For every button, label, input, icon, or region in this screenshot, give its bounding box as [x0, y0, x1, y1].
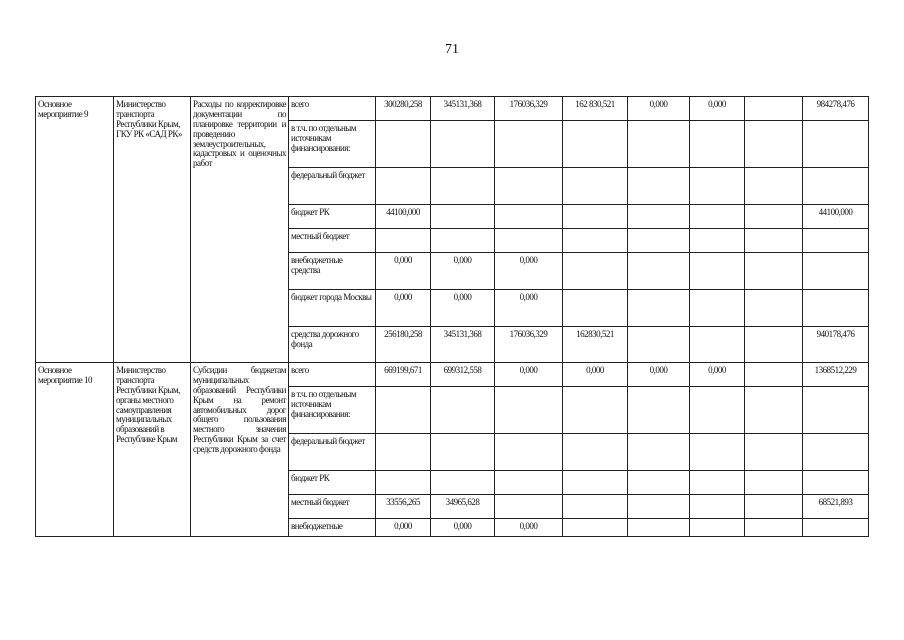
value-cell: 940178,476	[803, 327, 869, 363]
value-cell	[803, 253, 869, 290]
value-cell	[376, 121, 431, 168]
value-cell	[563, 229, 628, 253]
value-cell	[563, 121, 628, 168]
value-cell	[745, 387, 803, 434]
event-cell: Основное мероприятие 10	[36, 363, 114, 537]
source-label: федеральный бюджет	[289, 168, 376, 205]
value-cell: 669199,671	[376, 363, 431, 387]
source-label: в т.ч. по отдельным источникам финансирования:	[289, 387, 376, 434]
value-cell	[745, 363, 803, 387]
value-cell	[690, 519, 745, 537]
value-cell	[431, 205, 495, 229]
value-cell	[495, 387, 563, 434]
value-cell	[690, 434, 745, 471]
event-cell: Основное мероприятие 9	[36, 97, 114, 363]
value-cell	[628, 471, 690, 495]
value-cell	[431, 387, 495, 434]
value-cell: 44100,000	[376, 205, 431, 229]
value-cell: 984278,476	[803, 97, 869, 121]
value-cell	[803, 519, 869, 537]
value-cell	[628, 519, 690, 537]
value-cell: 699312,558	[431, 363, 495, 387]
value-cell	[431, 471, 495, 495]
value-cell: 0,000	[563, 363, 628, 387]
value-cell	[628, 229, 690, 253]
value-cell	[628, 495, 690, 519]
value-cell: 345131,368	[431, 97, 495, 121]
value-cell: 0,000	[376, 290, 431, 327]
source-label: бюджет города Москвы	[289, 290, 376, 327]
value-cell: 176036,329	[495, 327, 563, 363]
budget-table	[35, 96, 869, 537]
value-cell: 34965,628	[431, 495, 495, 519]
value-cell	[431, 121, 495, 168]
value-cell	[495, 121, 563, 168]
value-cell	[495, 495, 563, 519]
value-cell: 176036,329	[495, 97, 563, 121]
value-cell	[803, 121, 869, 168]
source-label: бюджет РК	[289, 205, 376, 229]
value-cell	[745, 495, 803, 519]
value-cell	[690, 327, 745, 363]
source-label: в т.ч. по отдельным источникам финансирования:	[289, 121, 376, 168]
table-row	[36, 363, 869, 387]
value-cell	[628, 253, 690, 290]
value-cell	[563, 253, 628, 290]
value-cell	[628, 387, 690, 434]
source-label: местный бюджет	[289, 495, 376, 519]
value-cell	[745, 519, 803, 537]
value-cell	[745, 471, 803, 495]
executor-cell: Министерство транспорта Республики Крым, органы местного самоуправления муниципальных образований в Республике Крым	[114, 363, 191, 537]
value-cell	[690, 205, 745, 229]
value-cell	[803, 229, 869, 253]
value-cell	[690, 229, 745, 253]
value-cell: 256180,258	[376, 327, 431, 363]
value-cell	[563, 434, 628, 471]
value-cell: 162830,521	[563, 327, 628, 363]
value-cell: 0,000	[628, 363, 690, 387]
description-cell: Расходы по корректировке документации по планировке территории и проведению землеустроительных, кадастровых и оценочных работ	[191, 97, 289, 363]
value-cell	[563, 495, 628, 519]
page-number: 71	[445, 42, 459, 57]
value-cell	[803, 434, 869, 471]
source-label: федеральный бюджет	[289, 434, 376, 471]
value-cell	[628, 327, 690, 363]
value-cell: 0,000	[495, 519, 563, 537]
value-cell	[431, 229, 495, 253]
value-cell	[431, 168, 495, 205]
value-cell	[628, 205, 690, 229]
value-cell: 0,000	[690, 97, 745, 121]
value-cell: 0,000	[431, 290, 495, 327]
value-cell	[495, 229, 563, 253]
value-cell	[431, 434, 495, 471]
source-label: всего	[289, 97, 376, 121]
value-cell: 44100,000	[803, 205, 869, 229]
source-label: средства дорожного фонда	[289, 327, 376, 363]
source-label: местный бюджет	[289, 229, 376, 253]
value-cell: 0,000	[690, 363, 745, 387]
value-cell	[803, 168, 869, 205]
value-cell: 0,000	[495, 253, 563, 290]
value-cell	[690, 168, 745, 205]
value-cell: 0,000	[431, 519, 495, 537]
value-cell	[563, 471, 628, 495]
value-cell	[628, 434, 690, 471]
source-label: внебюджетные средства	[289, 253, 376, 290]
value-cell	[745, 205, 803, 229]
value-cell	[376, 229, 431, 253]
value-cell: 0,000	[628, 97, 690, 121]
value-cell	[745, 253, 803, 290]
value-cell	[376, 387, 431, 434]
value-cell	[745, 290, 803, 327]
value-cell	[628, 290, 690, 327]
value-cell	[495, 168, 563, 205]
value-cell: 345131,368	[431, 327, 495, 363]
value-cell	[803, 387, 869, 434]
value-cell	[376, 168, 431, 205]
value-cell	[745, 327, 803, 363]
value-cell: 162 830,521	[563, 97, 628, 121]
value-cell: 0,000	[495, 363, 563, 387]
value-cell: 300280,258	[376, 97, 431, 121]
value-cell	[803, 471, 869, 495]
value-cell	[745, 97, 803, 121]
source-label: внебюджетные	[289, 519, 376, 537]
value-cell	[690, 290, 745, 327]
value-cell	[563, 168, 628, 205]
value-cell	[563, 290, 628, 327]
value-cell: 0,000	[431, 253, 495, 290]
table-row	[36, 97, 869, 121]
value-cell	[803, 290, 869, 327]
value-cell: 0,000	[495, 290, 563, 327]
value-cell	[690, 495, 745, 519]
value-cell	[563, 387, 628, 434]
value-cell	[628, 168, 690, 205]
value-cell: 1368512,229	[803, 363, 869, 387]
value-cell	[376, 471, 431, 495]
value-cell: 33556,265	[376, 495, 431, 519]
description-cell: Субсидии бюджетам муниципальных образований Республики Крым на ремонт автомобильных дорог общего пользования местного значения Республики Крым за счет средств дорожного фонда	[191, 363, 289, 537]
value-cell: 0,000	[376, 253, 431, 290]
value-cell	[376, 434, 431, 471]
value-cell	[628, 121, 690, 168]
value-cell: 0,000	[376, 519, 431, 537]
source-label: всего	[289, 363, 376, 387]
value-cell	[495, 205, 563, 229]
value-cell	[690, 387, 745, 434]
value-cell	[690, 471, 745, 495]
value-cell	[690, 121, 745, 168]
value-cell	[745, 434, 803, 471]
source-label: бюджет РК	[289, 471, 376, 495]
value-cell	[563, 205, 628, 229]
value-cell	[745, 168, 803, 205]
value-cell	[563, 519, 628, 537]
value-cell	[690, 253, 745, 290]
value-cell	[745, 121, 803, 168]
value-cell	[495, 434, 563, 471]
value-cell: 68521,893	[803, 495, 869, 519]
executor-cell: Министерство транспорта Республики Крым, ГКУ РК «САД РК»	[114, 97, 191, 363]
value-cell	[745, 229, 803, 253]
value-cell	[495, 471, 563, 495]
